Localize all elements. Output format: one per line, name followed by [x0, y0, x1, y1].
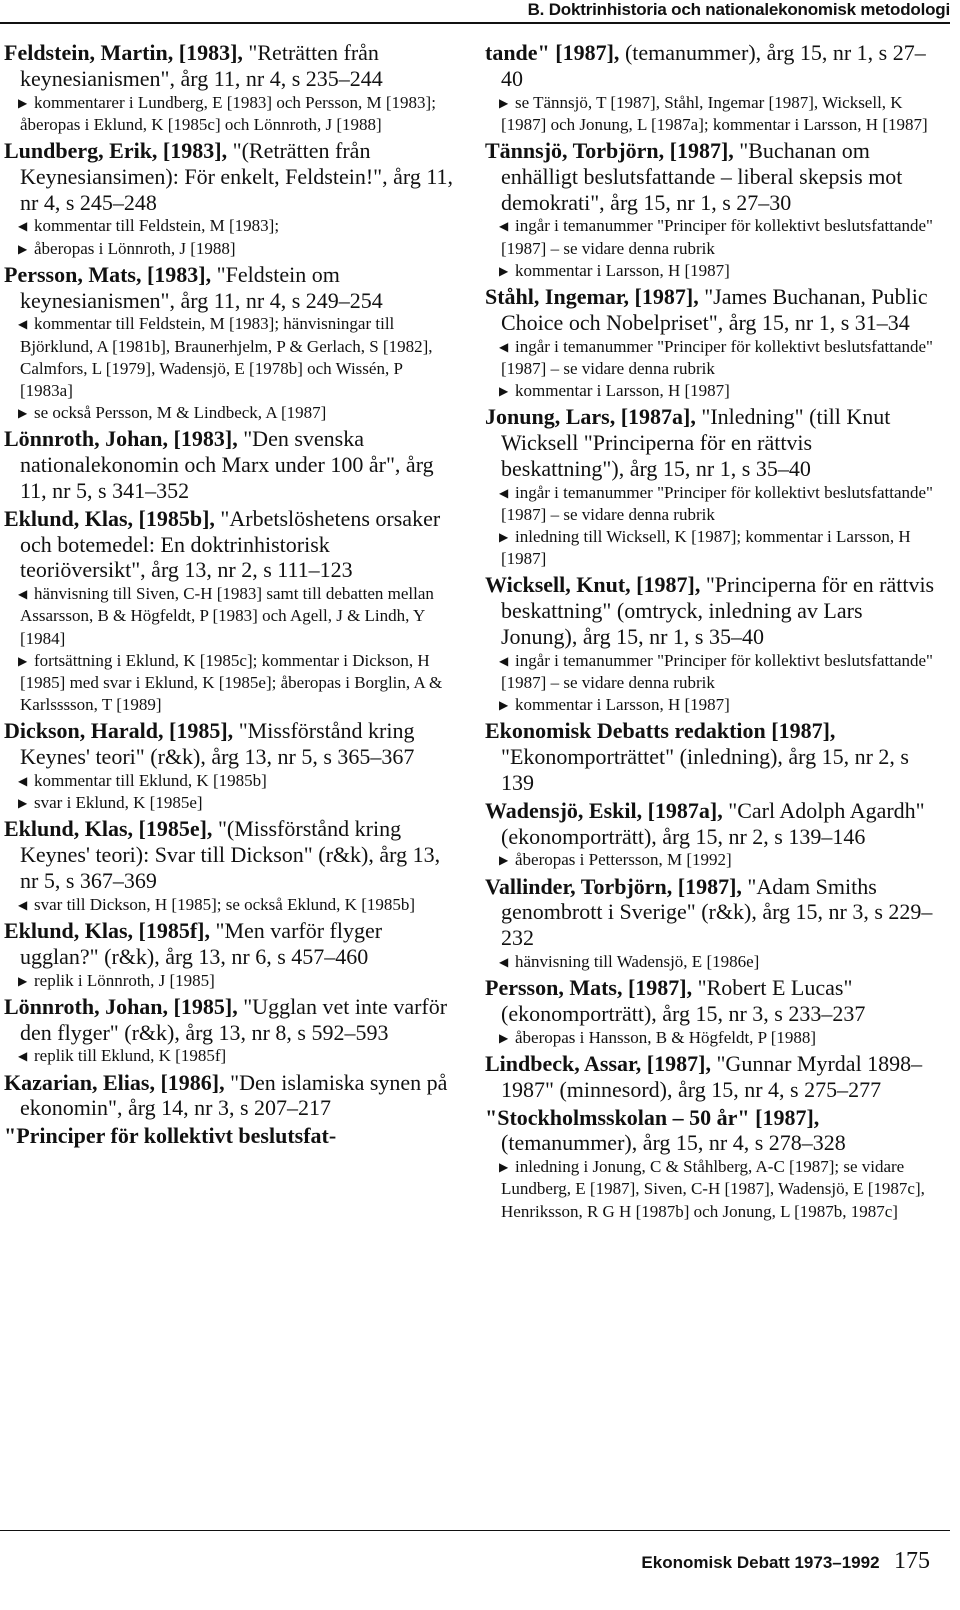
bibliography-entry — [4, 426, 459, 503]
arrow-left-icon: ◀ — [499, 339, 509, 354]
note-text: kommentar till Feldstein, M [1983]; — [34, 216, 280, 236]
arrow-left-icon: ◀ — [499, 219, 509, 234]
bibliography-entry — [4, 718, 459, 814]
note-text: ingår i temanummer "Principer för kollektivt beslutsfattande" [1987] – se vidare denna rubrik — [501, 650, 933, 692]
entry-citation — [485, 138, 940, 215]
note-text: svar i Eklund, K [1985e] — [34, 793, 203, 813]
entry-title: "Ugglan vet inte varför den flyger" (r&k), årg 13, nr 8, s 592–593 — [20, 993, 448, 1045]
entry-title: "Adam Smiths genombrott i Sverige" (r&k), årg 15, nr 3, s 229–232 — [501, 873, 933, 951]
note-text: ingår i temanummer "Principer för kollektivt beslutsfattande" [1987] – se vidare denna rubrik — [501, 216, 933, 258]
entry-citation — [485, 874, 940, 951]
note-text: replik till Eklund, K [1985f] — [34, 1046, 227, 1066]
entry-title: "James Buchanan, Public Choice och Nobelpriset", årg 15, nr 1, s 31–34 — [501, 284, 928, 335]
entry-citation — [485, 975, 940, 1027]
entry-title: "Gunnar Myrdal 1898–1987" (minnesord), årg 15, nr 4, s 275–277 — [501, 1050, 923, 1102]
entry-note — [4, 970, 459, 992]
entry-author: Lindbeck, Assar, [1987], — [485, 1050, 711, 1076]
note-text: se Tännsjö, T [1987], Ståhl, Ingemar [1987], Wicksell, K [1987] och Jonung, L [1987a]; kommentar i Larsson, H [1987] — [501, 92, 928, 134]
bibliography-entry — [4, 40, 459, 136]
note-text: kommentar till Feldstein, M [1983]; hänvisningar till Björklund, A [1981b], Braunerhjelm, P & Gerlach, S [1982], Calmfors, L [1979], Wadensjö, E [1978b] och Wissén, P [1983a] — [20, 314, 433, 400]
journal-title: Ekonomisk Debatt 1973–1992 — [641, 1553, 880, 1572]
entry-citation — [485, 284, 940, 336]
entry-note — [4, 894, 459, 916]
entry-note — [485, 260, 940, 282]
header-divider — [0, 22, 950, 24]
note-text: åberopas i Hansson, B & Högfeldt, P [1988] — [515, 1027, 817, 1047]
arrow-left-icon: ◀ — [18, 219, 28, 234]
entry-author: Tännsjö, Torbjörn, [1987], — [485, 138, 734, 163]
section-header: B. Doktrinhistoria och nationalekonomisk metodologi — [527, 0, 950, 19]
arrow-left-icon: ◀ — [18, 317, 28, 332]
entry-note — [485, 650, 940, 694]
bibliography-entry — [485, 1051, 940, 1103]
entry-note — [485, 336, 940, 380]
arrow-right-icon: ▶ — [18, 796, 28, 811]
entry-author: "Principer för kollektivt beslutsfat- — [4, 1123, 337, 1149]
entry-title: "Reträtten från keynesianismen", årg 11, nr 4, s 235–244 — [20, 40, 383, 91]
entry-author: "Stockholmsskolan – 50 år" [1987], — [485, 1104, 820, 1130]
entry-title: "(Missförstånd kring Keynes' teori): Svar till Dickson" (r&k), årg 13, nr 5, s 367–369 — [20, 816, 441, 893]
entry-title: "Feldstein om keynesianismen", årg 11, nr 4, s 249–254 — [20, 261, 383, 313]
note-text: kommentar i Larsson, H [1987] — [515, 695, 730, 715]
entry-title: "Carl Adolph Agardh" (ekonomporträtt), årg 15, nr 2, s 139–146 — [501, 797, 925, 849]
entry-author: Persson, Mats, [1987], — [485, 975, 693, 1001]
arrow-right-icon: ▶ — [18, 95, 28, 110]
note-text: se också Persson, M & Lindbeck, A [1987] — [34, 403, 327, 423]
entry-citation — [4, 1123, 459, 1149]
entry-note — [4, 770, 459, 792]
arrow-right-icon: ▶ — [499, 853, 509, 868]
entry-author: Feldstein, Martin, [1983], — [4, 40, 243, 65]
bibliography-entry — [485, 798, 940, 872]
note-text: ingår i temanummer "Principer för kollektivt beslutsfattande" [1987] – se vidare denna rubrik — [501, 482, 933, 524]
entry-citation — [4, 262, 459, 314]
entry-note — [485, 1027, 940, 1049]
entry-author: Persson, Mats, [1983], — [4, 261, 212, 287]
entry-citation — [485, 572, 940, 649]
arrow-right-icon: ▶ — [499, 1030, 509, 1045]
arrow-left-icon: ◀ — [18, 774, 28, 788]
note-text: kommentar till Eklund, K [1985b] — [34, 771, 267, 790]
entry-note — [485, 215, 940, 259]
entry-note — [4, 1045, 459, 1067]
entry-author: Lönnroth, Johan, [1985], — [4, 993, 238, 1019]
entry-note — [485, 526, 940, 570]
bibliography-entry — [485, 138, 940, 282]
left-column — [4, 40, 459, 1151]
bibliography-entry — [4, 506, 459, 717]
entry-author: Eklund, Klas, [1985b], — [4, 505, 215, 531]
entry-title: "Den svenska nationalekonomin och Marx under 100 år", årg 11, nr 5, s 341–352 — [20, 426, 434, 503]
entry-author: Wadensjö, Eskil, [1987a], — [485, 797, 723, 823]
note-text: åberopas i Lönnroth, J [1988] — [34, 238, 236, 258]
entry-note — [4, 313, 459, 402]
entry-citation — [4, 918, 459, 970]
bibliography-entry — [4, 816, 459, 916]
bibliography-entry — [485, 404, 940, 570]
entry-title: "Ekonomporträttet" (inledning), årg 15, nr 2, s 139 — [501, 744, 909, 795]
bibliography-entry — [485, 40, 940, 136]
entry-title: "Robert E Lucas" (ekonomporträtt), årg 15, nr 3, s 233–237 — [501, 975, 866, 1026]
arrow-left-icon: ◀ — [18, 587, 28, 602]
bibliography-entry — [4, 1123, 459, 1149]
entry-author: Lundberg, Erik, [1983], — [4, 138, 228, 163]
entry-citation — [4, 994, 459, 1046]
entry-title: "Men varför flyger ugglan?" (r&k), årg 13, nr 6, s 457–460 — [20, 918, 383, 969]
entry-citation — [4, 1070, 459, 1122]
entry-note — [485, 380, 940, 402]
entry-note — [485, 849, 940, 871]
entry-citation — [4, 506, 459, 583]
entry-author: Wicksell, Knut, [1987], — [485, 572, 701, 598]
bibliography-entry — [485, 1105, 940, 1223]
entry-citation — [4, 816, 459, 893]
arrow-right-icon: ▶ — [499, 698, 509, 713]
entry-citation — [485, 1105, 940, 1157]
arrow-left-icon: ◀ — [499, 653, 509, 668]
entry-author: Eklund, Klas, [1985f], — [4, 918, 210, 943]
entry-author: Vallinder, Torbjörn, [1987], — [485, 873, 742, 899]
arrow-right-icon: ▶ — [18, 241, 28, 256]
arrow-right-icon: ▶ — [18, 973, 28, 988]
bibliography-entry — [4, 138, 459, 260]
entry-note — [4, 402, 459, 424]
note-text: hänvisning till Siven, C-H [1983] samt till debatten mellan Assarsson, B & Högfeldt, P [1983] och Agell, J & Lindh, Y [1984] — [20, 584, 434, 648]
entry-title: (temanummer), årg 15, nr 4, s 278–328 — [501, 1130, 846, 1156]
arrow-right-icon: ▶ — [499, 384, 509, 398]
note-text: ingår i temanummer "Principer för kollektivt beslutsfattande" [1987] – se vidare denna rubrik — [501, 336, 933, 378]
entry-note — [4, 650, 459, 717]
bibliography-entry — [485, 874, 940, 974]
arrow-right-icon: ▶ — [499, 263, 509, 278]
arrow-right-icon: ▶ — [18, 406, 28, 421]
note-text: replik i Lönnroth, J [1985] — [34, 970, 215, 990]
entry-note — [485, 694, 940, 716]
entry-title: "Buchanan om enhälligt beslutsfattande – liberal skepsis mot demokrati", årg 15, nr 1, s 27–30 — [501, 138, 903, 215]
note-text: kommentar i Larsson, H [1987] — [515, 260, 730, 280]
entry-title: "Inledning" (till Knut Wicksell "Principerna för en rättvis beskattning"), årg 15, nr 1, s 35–40 — [501, 404, 891, 481]
entry-note — [4, 792, 459, 814]
arrow-right-icon: ▶ — [499, 530, 509, 544]
bibliography-entry — [4, 1070, 459, 1122]
arrow-left-icon: ◀ — [18, 1049, 28, 1064]
right-column — [485, 40, 940, 1225]
entry-citation — [485, 1051, 940, 1103]
entry-title: "Principerna för en rättvis beskattning" (omtryck, inledning av Lars Jonung), årg 15, nr 1, s 35–40 — [501, 572, 935, 649]
note-text: åberopas i Pettersson, M [1992] — [515, 850, 732, 870]
footer-divider — [0, 1530, 950, 1531]
entry-title: "Missförstånd kring Keynes' teori" (r&k), årg 13, nr 5, s 365–367 — [20, 718, 415, 770]
entry-title: "Arbetslöshetens orsaker och botemedel: En doktrinhistorisk teoriöversikt", årg 13, nr 2, s 111–123 — [20, 505, 441, 583]
entry-author: Ekonomisk Debatts redaktion [1987], — [485, 718, 836, 744]
entry-author: Jonung, Lars, [1987a], — [485, 404, 696, 430]
bibliography-entry — [485, 284, 940, 402]
entry-title: "Den islamiska synen på ekonomin", årg 14, nr 3, s 207–217 — [20, 1069, 448, 1121]
bibliography-entry — [4, 262, 459, 425]
entry-citation — [4, 718, 459, 770]
entry-note — [485, 92, 940, 136]
entry-note — [4, 215, 459, 237]
entry-author: tande" [1987], — [485, 40, 620, 65]
arrow-left-icon: ◀ — [499, 485, 509, 500]
entry-citation — [485, 798, 940, 850]
entry-citation — [4, 40, 459, 92]
arrow-left-icon: ◀ — [18, 897, 28, 912]
entry-author: Kazarian, Elias, [1986], — [4, 1069, 225, 1095]
entry-citation — [485, 404, 940, 481]
note-text: kommentar i Larsson, H [1987] — [515, 381, 730, 400]
entry-title: (temanummer), årg 15, nr 1, s 27–40 — [501, 40, 926, 91]
bibliography-entry — [485, 572, 940, 716]
bibliography-entry — [485, 718, 940, 795]
entry-note — [4, 583, 459, 650]
arrow-left-icon: ◀ — [499, 954, 509, 969]
note-text: svar till Dickson, H [1985]; se också Eklund, K [1985b] — [34, 894, 416, 914]
note-text: fortsättning i Eklund, K [1985c]; kommentar i Dickson, H [1985] med svar i Eklund, K [1985e]; åberopas i Borglin, A & Karlsssson, T [1989] — [20, 650, 443, 715]
note-text: kommentarer i Lundberg, E [1983] och Persson, M [1983]; åberopas i Eklund, K [1985c] och Lönnroth, J [1988] — [20, 92, 436, 134]
arrow-right-icon: ▶ — [18, 653, 28, 668]
entry-citation — [485, 40, 940, 92]
bibliography-entry — [4, 918, 459, 992]
page-footer — [641, 1548, 930, 1575]
note-text: inledning i Jonung, C & Ståhlberg, A-C [1987]; se vidare Lundberg, E [1987], Siven, C-H [1987], Wadensjö, E [1987c], Henriksson, R G H [1987b] och Jonung, L [1987b, 1987c] — [501, 1157, 925, 1221]
entry-author: Dickson, Harald, [1985], — [4, 718, 234, 744]
bibliography-entry — [485, 975, 940, 1049]
entry-note — [485, 951, 940, 973]
note-text: inledning till Wicksell, K [1987]; kommentar i Larsson, H [1987] — [501, 527, 911, 569]
entry-citation — [4, 426, 459, 503]
entry-citation — [4, 138, 459, 215]
entry-note — [485, 1156, 940, 1223]
entry-author: Lönnroth, Johan, [1983], — [4, 426, 238, 452]
note-text: hänvisning till Wadensjö, E [1986e] — [515, 951, 760, 971]
arrow-right-icon: ▶ — [499, 1160, 509, 1175]
entry-note — [4, 238, 459, 260]
entry-title: "(Reträtten från Keynesiansimen): För enkelt, Feldstein!", årg 11, nr 4, s 245–248 — [20, 138, 454, 215]
entry-author: Eklund, Klas, [1985e], — [4, 816, 213, 842]
page-number: 175 — [894, 1548, 930, 1574]
entry-author: Ståhl, Ingemar, [1987], — [485, 284, 699, 309]
entry-citation — [485, 718, 940, 795]
entry-note — [485, 482, 940, 526]
entry-note — [4, 92, 459, 136]
arrow-right-icon: ▶ — [499, 95, 509, 110]
bibliography-entry — [4, 994, 459, 1068]
